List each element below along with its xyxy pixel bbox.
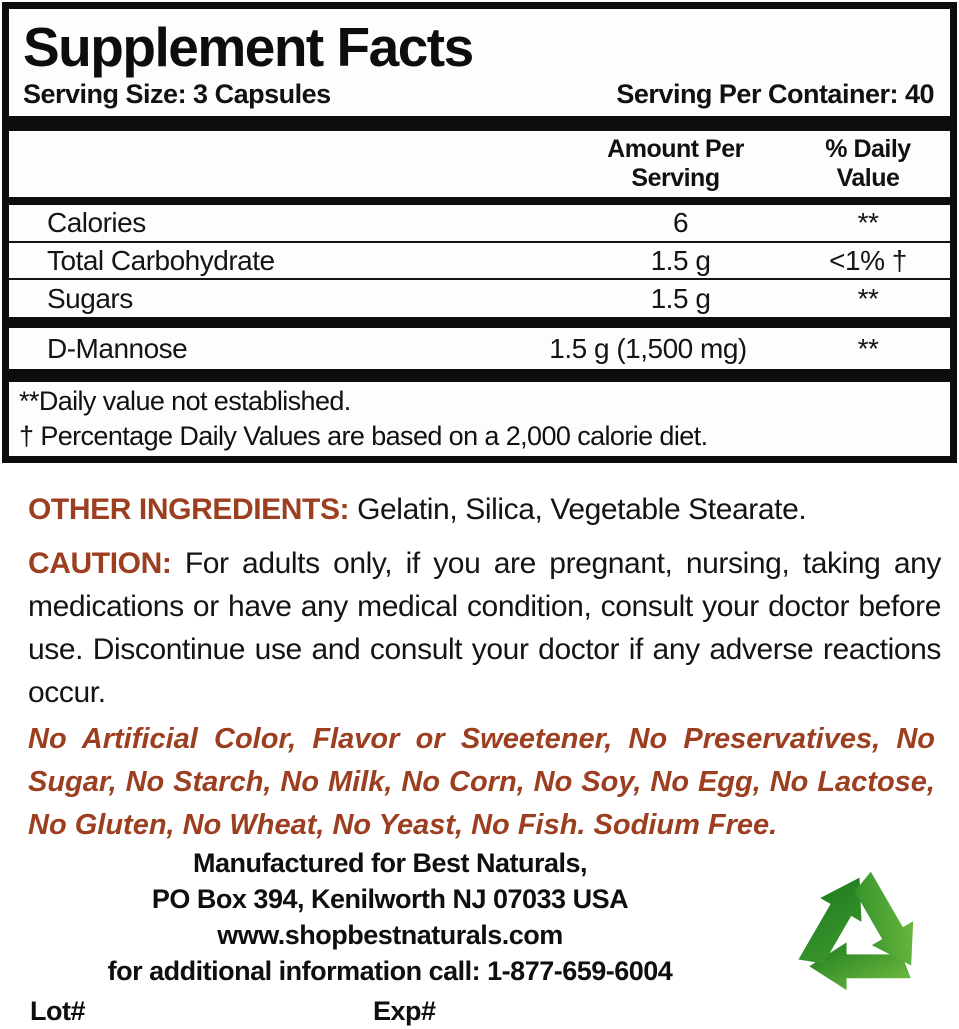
nutrient-daily-value: ** [857, 207, 879, 238]
manufacturer-line2: PO Box 394, Kenilworth NJ 07033 USA [151, 884, 629, 914]
website: www.shopbestnaturals.com [217, 920, 563, 950]
table-header-row [9, 131, 950, 197]
nutrient-daily-value: ** [857, 282, 879, 314]
table-row-total-carbohydrate [9, 243, 950, 280]
footnote-percent-dv: † Percentage Daily Values are based on a 2,000 calorie diet. [19, 421, 708, 451]
column-header-daily-value: % Daily Value [825, 135, 911, 192]
divider-medium-bar [9, 197, 950, 205]
servings-per-container: Serving Per Container: 40 [616, 79, 934, 109]
label-text-sections [0, 470, 959, 847]
table-row-calories [9, 205, 950, 243]
nutrient-name: Calories [47, 207, 146, 238]
table-row-d-mannose [9, 328, 950, 369]
table-row-sugars [9, 280, 950, 317]
caution-text: For adults only, if you are pregnant, nursing, taking any medications or have any medical condition, consult your doctor before use. Discontinue use and consult your doctor if any adverse reactions occur. [28, 547, 941, 709]
panel-title: Supplement Facts [23, 16, 473, 78]
serving-info-row [9, 77, 950, 116]
other-ingredients-text: Gelatin, Silica, Vegetable Stearate. [349, 493, 807, 526]
nutrient-name: Total Carbohydrate [47, 244, 275, 276]
nutrient-amount: 1.5 g (1,500 mg) [549, 332, 747, 364]
nutrient-daily-value: ** [857, 332, 879, 364]
nutrient-daily-value: <1% † [829, 244, 907, 276]
nutrient-amount: 1.5 g [650, 282, 711, 314]
supplement-facts-panel [2, 2, 957, 463]
allergen-free-claims: No Artificial Color, Flavor or Sweetener, No Preservatives, No Sugar, No Starch, No Milk, No Corn, No Soy, No Egg, No Lactose, No Gluten, No Wheat, No Yeast, No Fish. Sodium Free. [28, 723, 935, 841]
nutrient-amount: 1.5 g [650, 244, 711, 276]
manufacturer-block [20, 845, 760, 1029]
caution-paragraph [28, 542, 941, 714]
lot-label: Lot# [30, 996, 85, 1026]
column-header-amount: Amount Per Serving [607, 135, 744, 192]
nutrient-name: Sugars [47, 282, 133, 314]
exp-label: Exp# [373, 996, 436, 1026]
other-ingredients-paragraph [28, 488, 941, 531]
recycle-icon [767, 850, 953, 1014]
serving-size: Serving Size: 3 Capsules [23, 79, 331, 109]
manufacturer-line1: Manufactured for Best Naturals, [192, 848, 588, 878]
phone-line: for additional information call: 1-877-659-6004 [107, 956, 673, 986]
other-ingredients-label: OTHER INGREDIENTS: [28, 493, 350, 526]
divider-thick-bar [9, 369, 950, 382]
nutrient-amount: 6 [672, 207, 689, 238]
divider-thick-bar [9, 116, 950, 131]
footnote-daily-value: **Daily value not established. [19, 386, 351, 416]
nutrient-name: D-Mannose [47, 332, 188, 364]
caution-label: CAUTION: [28, 547, 172, 580]
divider-thick-bar [9, 317, 950, 328]
